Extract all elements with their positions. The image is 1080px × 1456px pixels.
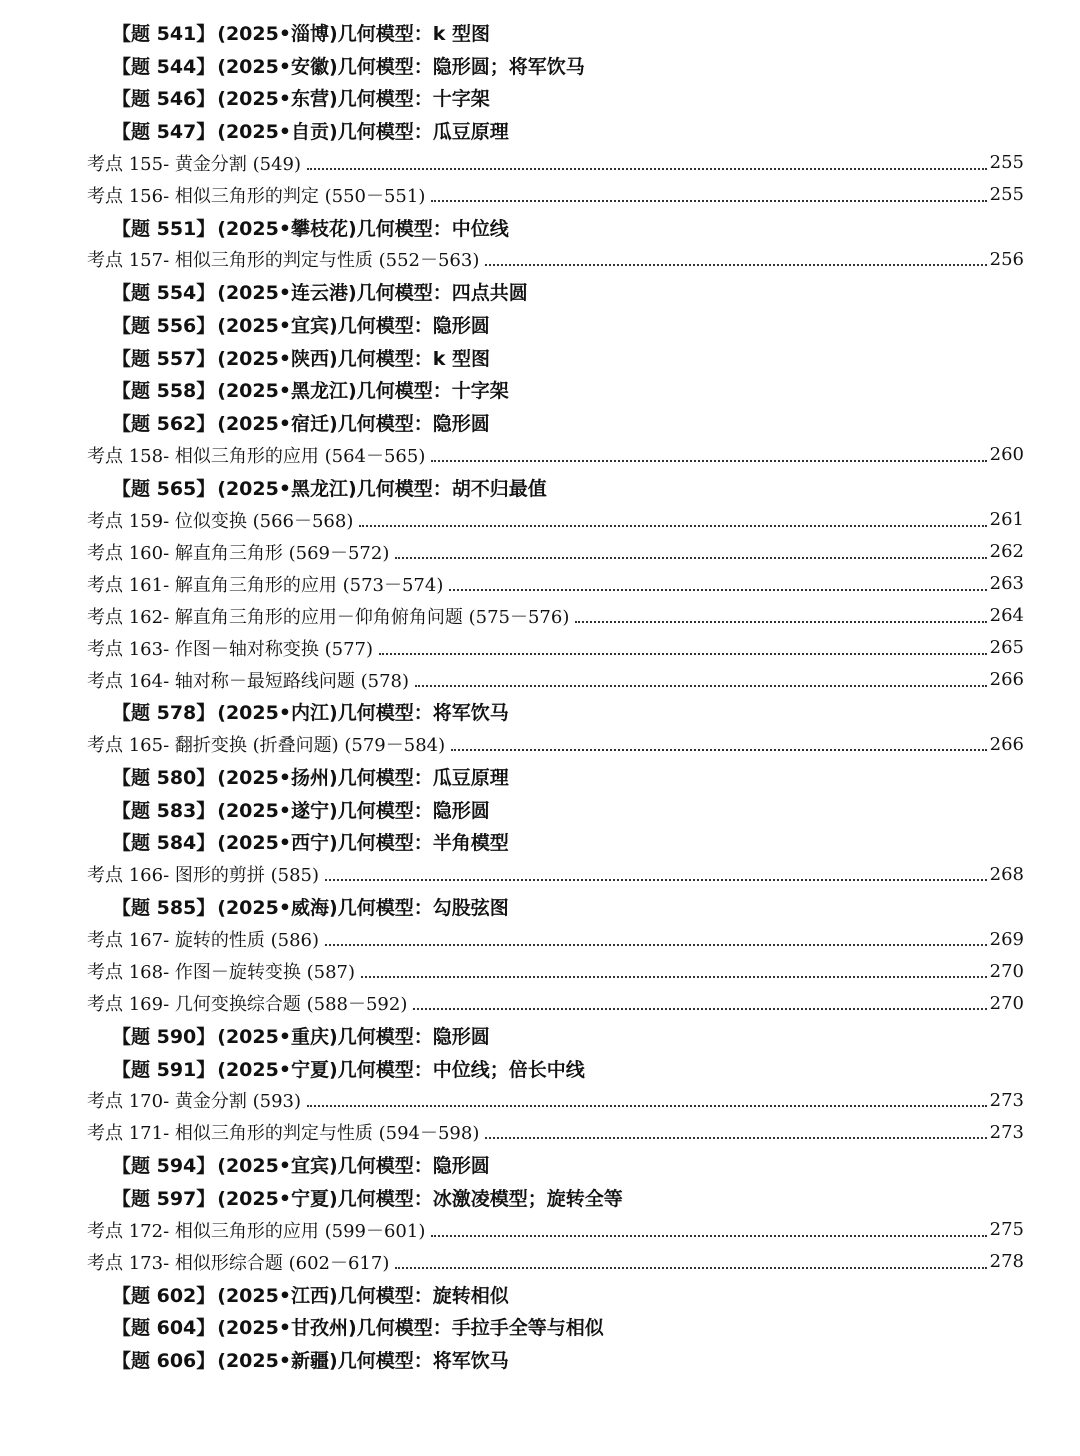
problem-entry[interactable]	[0, 114, 1080, 147]
geometry-model: 几何模型：手拉手全等与相似	[356, 1317, 604, 1340]
problem-number: 【题 551】	[112, 217, 216, 240]
toc-page-number: 266	[989, 669, 1024, 691]
toc-entry[interactable]	[0, 664, 1080, 696]
problem-source: (2025•新疆)	[217, 1349, 338, 1372]
toc-entry-title: 考点 170- 黄金分割 (593)	[87, 1091, 302, 1113]
toc-page-number: 260	[989, 444, 1024, 466]
dot-leader	[485, 264, 986, 266]
toc-entry-title: 考点 158- 相似三角形的应用 (564－565)	[87, 445, 426, 467]
dot-leader	[379, 653, 987, 655]
problem-source: (2025•内江)	[217, 702, 338, 725]
toc-entry[interactable]	[0, 439, 1080, 471]
problem-number: 【题 597】	[112, 1187, 216, 1210]
problem-source: (2025•宁夏)	[217, 1187, 338, 1210]
problem-number: 【题 547】	[112, 120, 216, 143]
toc-entry[interactable]	[0, 536, 1080, 568]
problem-entry[interactable]	[0, 81, 1080, 114]
geometry-model: 几何模型：十字架	[356, 380, 509, 403]
problem-entry[interactable]	[0, 1310, 1080, 1343]
toc-entry-title: 考点 163- 作图－轴对称变换 (577)	[87, 638, 374, 660]
dot-leader	[395, 1267, 986, 1269]
problem-entry[interactable]	[0, 1181, 1080, 1214]
dot-leader	[451, 749, 987, 751]
toc-entry-title: 考点 168- 作图－旋转变换 (587)	[87, 962, 356, 983]
dot-leader	[325, 879, 987, 881]
problem-number: 【题 565】	[112, 477, 216, 500]
toc-entry[interactable]	[0, 1214, 1080, 1246]
problem-source: (2025•重庆)	[217, 1025, 338, 1048]
toc-entry[interactable]	[0, 858, 1080, 890]
problem-number: 【题 556】	[112, 314, 216, 337]
toc-entry-title: 考点 169- 几何变换综合题 (588－592)	[87, 994, 408, 1015]
problem-entry[interactable]	[0, 793, 1080, 826]
toc-page-number: 268	[989, 863, 1024, 885]
toc-entry-title: 考点 173- 相似形综合题 (602－617)	[87, 1252, 390, 1274]
problem-number: 【题 585】	[112, 897, 216, 920]
dot-leader	[359, 525, 986, 527]
problem-source: (2025•宜宾)	[217, 1155, 338, 1178]
problem-source: (2025•自贡)	[217, 120, 338, 143]
geometry-model: 几何模型：隐形圆	[337, 799, 490, 822]
geometry-model: 几何模型：中位线	[356, 217, 509, 240]
toc-page-number: 278	[989, 1251, 1024, 1273]
toc-page-number: 263	[989, 573, 1024, 595]
problem-source: (2025•黑龙江)	[217, 380, 357, 403]
toc-entry-title: 考点 167- 旋转的性质 (586)	[87, 930, 320, 951]
dot-leader	[325, 944, 987, 946]
problem-source: (2025•陕西)	[217, 347, 338, 370]
table-of-contents	[0, 16, 1080, 1376]
toc-entry[interactable]	[0, 243, 1080, 275]
toc-page-number: 264	[989, 605, 1024, 627]
geometry-model: 几何模型：隐形圆	[337, 1025, 490, 1048]
toc-page-number: 256	[989, 248, 1024, 270]
problem-entry[interactable]	[0, 826, 1080, 859]
problem-source: (2025•宁夏)	[217, 1058, 338, 1081]
geometry-model: 几何模型：四点共圆	[356, 282, 528, 305]
geometry-model: 几何模型：旋转相似	[337, 1284, 509, 1307]
toc-entry[interactable]	[0, 504, 1080, 536]
toc-entry[interactable]	[0, 568, 1080, 600]
dot-leader	[449, 589, 986, 591]
geometry-model: 几何模型：将军饮马	[337, 1349, 509, 1372]
toc-page-number: 270	[989, 992, 1024, 1014]
geometry-model: 几何模型：胡不归最值	[356, 477, 547, 500]
geometry-model: 几何模型：k 型图	[337, 347, 490, 370]
problem-number: 【题 541】	[112, 22, 216, 45]
problem-source: (2025•淄博)	[217, 22, 338, 45]
toc-entry-title: 考点 160- 解直角三角形 (569－572)	[87, 542, 390, 564]
toc-entry-title: 考点 155- 黄金分割 (549)	[87, 153, 302, 175]
toc-entry[interactable]	[0, 632, 1080, 664]
toc-entry[interactable]	[0, 179, 1080, 211]
problem-number: 【题 557】	[112, 347, 216, 370]
toc-page-number: 266	[989, 733, 1024, 755]
problem-number: 【题 578】	[112, 702, 216, 725]
problem-number: 【题 606】	[112, 1349, 216, 1372]
problem-number: 【题 594】	[112, 1155, 216, 1178]
geometry-model: 几何模型：隐形圆	[337, 413, 490, 436]
toc-page-number: 255	[989, 152, 1024, 174]
problem-entry[interactable]	[0, 471, 1080, 504]
problem-source: (2025•攀枝花)	[217, 217, 357, 240]
geometry-model: 几何模型：冰激凌模型；旋转全等	[337, 1187, 623, 1210]
dot-leader	[431, 200, 986, 202]
geometry-model: 几何模型：瓜豆原理	[337, 767, 509, 790]
toc-entry-title: 考点 164- 轴对称－最短路线问题 (578)	[87, 670, 410, 692]
problem-entry[interactable]	[0, 696, 1080, 729]
toc-entry-title: 考点 165- 翻折变换 (折叠问题) (579－584)	[87, 735, 446, 757]
problem-number: 【题 544】	[112, 55, 216, 78]
toc-entry-title: 考点 166- 图形的剪拼 (585)	[87, 865, 320, 887]
geometry-model: 几何模型：隐形圆	[337, 1155, 490, 1178]
problem-entry[interactable]	[0, 308, 1080, 341]
problem-source: (2025•江西)	[217, 1284, 338, 1307]
toc-page-number: 265	[989, 637, 1024, 659]
problem-number: 【题 602】	[112, 1284, 216, 1307]
problem-entry[interactable]	[0, 275, 1080, 308]
toc-entry[interactable]	[0, 987, 1080, 1019]
problem-source: (2025•宜宾)	[217, 314, 338, 337]
problem-number: 【题 584】	[112, 832, 216, 855]
geometry-model: 几何模型：十字架	[337, 88, 490, 111]
toc-entry-title: 考点 171- 相似三角形的判定与性质 (594－598)	[87, 1123, 480, 1145]
toc-entry[interactable]	[0, 1116, 1080, 1148]
toc-entry-title: 考点 156- 相似三角形的判定 (550－551)	[87, 185, 426, 207]
problem-number: 【题 604】	[112, 1317, 216, 1340]
problem-entry[interactable]	[0, 406, 1080, 439]
problem-number: 【题 562】	[112, 413, 216, 436]
toc-entry[interactable]	[0, 600, 1080, 632]
problem-entry[interactable]	[0, 760, 1080, 793]
dot-leader	[431, 1235, 986, 1237]
dot-leader	[485, 1137, 986, 1139]
dot-leader	[575, 621, 986, 623]
geometry-model: 几何模型：将军饮马	[337, 702, 509, 725]
toc-entry-title: 考点 161- 解直角三角形的应用 (573－574)	[87, 574, 444, 596]
toc-entry[interactable]	[0, 728, 1080, 760]
problem-source: (2025•宿迁)	[217, 413, 338, 436]
problem-source: (2025•连云港)	[217, 282, 357, 305]
geometry-model: 几何模型：半角模型	[337, 832, 509, 855]
toc-page-number: 273	[989, 1089, 1024, 1111]
toc-entry-title: 考点 159- 位似变换 (566－568)	[87, 510, 354, 532]
problem-number: 【题 580】	[112, 767, 216, 790]
toc-page-number: 261	[989, 509, 1024, 531]
problem-number: 【题 546】	[112, 88, 216, 111]
toc-entry-title: 考点 157- 相似三角形的判定与性质 (552－563)	[87, 250, 480, 272]
problem-entry[interactable]	[0, 16, 1080, 49]
toc-entry[interactable]	[0, 1084, 1080, 1116]
toc-entry[interactable]	[0, 923, 1080, 955]
problem-entry[interactable]	[0, 374, 1080, 407]
problem-entry[interactable]	[0, 341, 1080, 374]
problem-source: (2025•威海)	[217, 897, 338, 920]
geometry-model: 几何模型：k 型图	[337, 22, 490, 45]
problem-number: 【题 591】	[112, 1058, 216, 1081]
dot-leader	[395, 557, 986, 559]
problem-source: (2025•遂宁)	[217, 799, 338, 822]
problem-number: 【题 590】	[112, 1025, 216, 1048]
dot-leader	[415, 685, 987, 687]
dot-leader	[307, 1105, 987, 1107]
problem-entry[interactable]	[0, 1278, 1080, 1311]
problem-source: (2025•甘孜州)	[217, 1317, 357, 1340]
toc-entry[interactable]	[0, 955, 1080, 987]
toc-page-number: 269	[989, 928, 1024, 950]
problem-entry[interactable]	[0, 1052, 1080, 1085]
toc-entry-title: 考点 172- 相似三角形的应用 (599－601)	[87, 1220, 426, 1242]
problem-entry[interactable]	[0, 1343, 1080, 1376]
geometry-model: 几何模型：瓜豆原理	[337, 120, 509, 143]
dot-leader	[413, 1008, 986, 1010]
toc-entry[interactable]	[0, 147, 1080, 179]
problem-entry[interactable]	[0, 211, 1080, 244]
problem-entry[interactable]	[0, 49, 1080, 82]
geometry-model: 几何模型：隐形圆；将军饮马	[337, 55, 585, 78]
dot-leader	[431, 460, 986, 462]
geometry-model: 几何模型：隐形圆	[337, 314, 490, 337]
problem-number: 【题 554】	[112, 282, 216, 305]
problem-source: (2025•东营)	[217, 88, 338, 111]
problem-source: (2025•黑龙江)	[217, 477, 357, 500]
geometry-model: 几何模型：中位线；倍长中线	[337, 1058, 585, 1081]
toc-entry-title: 考点 162- 解直角三角形的应用－仰角俯角问题 (575－576)	[87, 606, 570, 628]
problem-number: 【题 583】	[112, 799, 216, 822]
geometry-model: 几何模型：勾股弦图	[337, 897, 509, 920]
toc-page-number: 275	[989, 1219, 1024, 1241]
problem-entry[interactable]	[0, 1148, 1080, 1181]
problem-number: 【题 558】	[112, 380, 216, 403]
dot-leader	[361, 976, 987, 978]
problem-source: (2025•扬州)	[217, 767, 338, 790]
dot-leader	[307, 168, 987, 170]
problem-source: (2025•安徽)	[217, 55, 338, 78]
toc-page-number: 255	[989, 184, 1024, 206]
toc-entry[interactable]	[0, 1246, 1080, 1278]
problem-entry[interactable]	[0, 1019, 1080, 1052]
toc-page-number: 262	[989, 541, 1024, 563]
toc-page-number: 270	[989, 960, 1024, 982]
problem-source: (2025•西宁)	[217, 832, 338, 855]
toc-page-number: 273	[989, 1121, 1024, 1143]
problem-entry[interactable]	[0, 890, 1080, 923]
